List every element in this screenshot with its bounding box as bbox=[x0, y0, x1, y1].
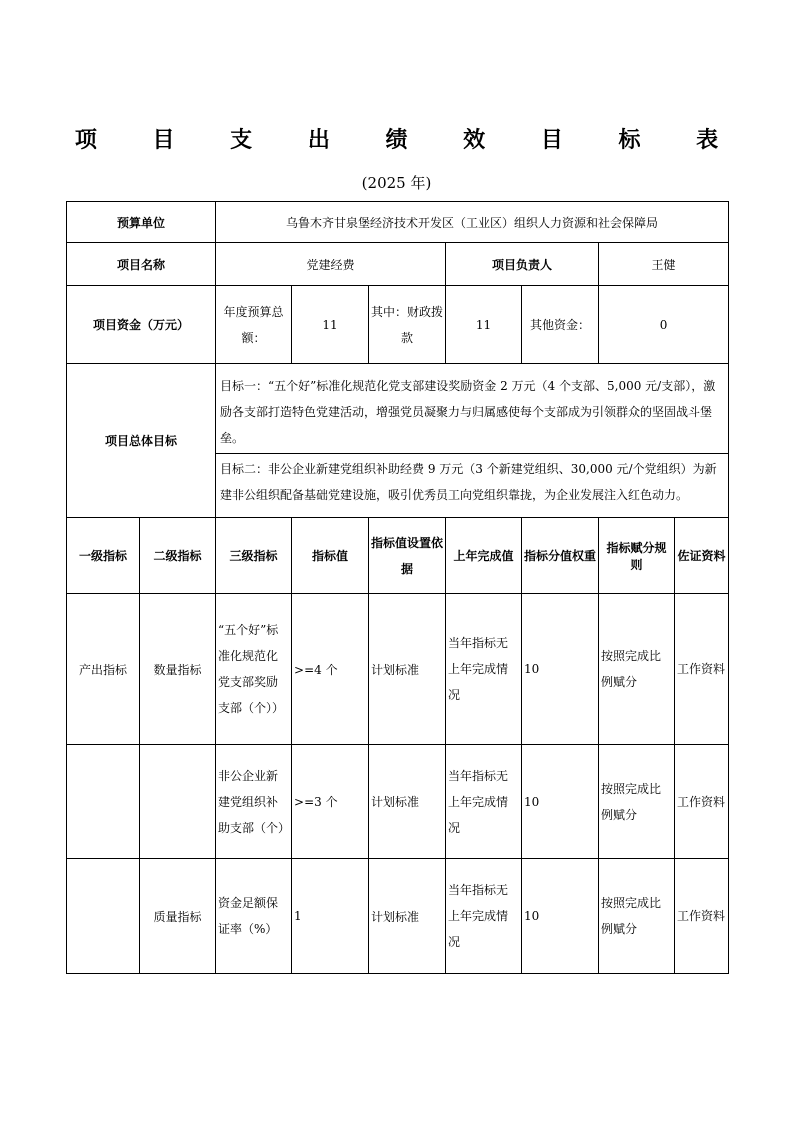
row-weight: 10 bbox=[522, 745, 599, 859]
header-level2: 二级指标 bbox=[140, 518, 216, 594]
annual-budget-label: 年度预算总额： bbox=[216, 286, 292, 364]
fiscal-funds-value: 11 bbox=[446, 286, 522, 364]
row-weight: 10 bbox=[522, 594, 599, 745]
goal-two: 目标二：非公企业新建党组织补助经费 9 万元（3 个新建党组织、30,000 元/个党组织）为新建非公组织配备基础党建设施，吸引优秀员工向党组织靠拢，为企业发展注入红色动力。 bbox=[220, 462, 717, 502]
funds-label: 项目资金（万元） bbox=[67, 286, 216, 364]
row-level1 bbox=[67, 745, 140, 859]
project-name-label: 项目名称 bbox=[67, 243, 216, 286]
project-owner-label: 项目负责人 bbox=[446, 243, 599, 286]
performance-table bbox=[66, 201, 729, 974]
header-rule: 指标赋分规则 bbox=[599, 518, 675, 594]
budget-unit-label: 预算单位 bbox=[67, 202, 216, 243]
row-last-year: 当年指标无上年完成情况 bbox=[446, 594, 522, 745]
row-basis: 计划标准 bbox=[369, 745, 446, 859]
table-row bbox=[67, 859, 729, 974]
row-level2 bbox=[140, 745, 216, 859]
row-evidence: 工作资料 bbox=[675, 859, 729, 974]
table-row bbox=[67, 594, 729, 745]
funds-row bbox=[67, 286, 729, 364]
row-value: 1 bbox=[292, 859, 369, 974]
row-weight: 10 bbox=[522, 859, 599, 974]
other-funds-label: 其他资金： bbox=[522, 286, 599, 364]
budget-unit-value: 乌鲁木齐甘泉堡经济技术开发区（工业区）组织人力资源和社会保障局 bbox=[216, 202, 729, 243]
row-rule: 按照完成比例赋分 bbox=[599, 594, 675, 745]
row-basis: 计划标准 bbox=[369, 859, 446, 974]
row-level2: 质量指标 bbox=[140, 859, 216, 974]
budget-unit-row bbox=[67, 202, 729, 243]
goal-one: 目标一：“五个好”标准化规范化党支部建设奖励资金 2 万元（4 个支部、5,000 元/支部），激励各支部打造特色党建活动，增强党员凝聚力与归属感使每个支部成为引领群众的坚固战斗堡垒。 bbox=[216, 371, 728, 454]
row-level3: 非公企业新建党组织补助支部（个） bbox=[216, 745, 292, 859]
header-basis: 指标值设置依据 bbox=[369, 518, 446, 594]
indicator-header-row bbox=[67, 518, 729, 594]
project-name-value: 党建经费 bbox=[216, 243, 446, 286]
row-level2: 数量指标 bbox=[140, 594, 216, 745]
row-level1 bbox=[67, 859, 140, 974]
header-last-year: 上年完成值 bbox=[446, 518, 522, 594]
row-rule: 按照完成比例赋分 bbox=[599, 745, 675, 859]
row-value: >=3 个 bbox=[292, 745, 369, 859]
row-evidence: 工作资料 bbox=[675, 745, 729, 859]
overall-goal-row bbox=[67, 364, 729, 518]
row-level3: 资金足额保证率（%） bbox=[216, 859, 292, 974]
project-row bbox=[67, 243, 729, 286]
row-value: >=4 个 bbox=[292, 594, 369, 745]
row-last-year: 当年指标无上年完成情况 bbox=[446, 745, 522, 859]
row-evidence: 工作资料 bbox=[675, 594, 729, 745]
project-owner-value: 王健 bbox=[599, 243, 729, 286]
header-weight: 指标分值权重 bbox=[522, 518, 599, 594]
other-funds-value: 0 bbox=[599, 286, 729, 364]
table-row bbox=[67, 745, 729, 859]
overall-goal-label: 项目总体目标 bbox=[67, 364, 216, 518]
header-evidence: 佐证资料 bbox=[675, 518, 729, 594]
header-value: 指标值 bbox=[292, 518, 369, 594]
row-last-year: 当年指标无上年完成情况 bbox=[446, 859, 522, 974]
year-label: (2025 年) bbox=[361, 174, 432, 192]
annual-budget-value: 11 bbox=[292, 286, 369, 364]
row-level3: “五个好”标准化规范化党支部奖励支部（个）） bbox=[216, 594, 292, 745]
header-level1: 一级指标 bbox=[67, 518, 140, 594]
page-title: 项 目 支 出 绩 效 目 标 表 bbox=[74, 128, 743, 153]
row-rule: 按照完成比例赋分 bbox=[599, 859, 675, 974]
row-level1: 产出指标 bbox=[67, 594, 140, 745]
row-basis: 计划标准 bbox=[369, 594, 446, 745]
fiscal-funds-label: 其中：财政拨款 bbox=[369, 286, 446, 364]
header-level3: 三级指标 bbox=[216, 518, 292, 594]
